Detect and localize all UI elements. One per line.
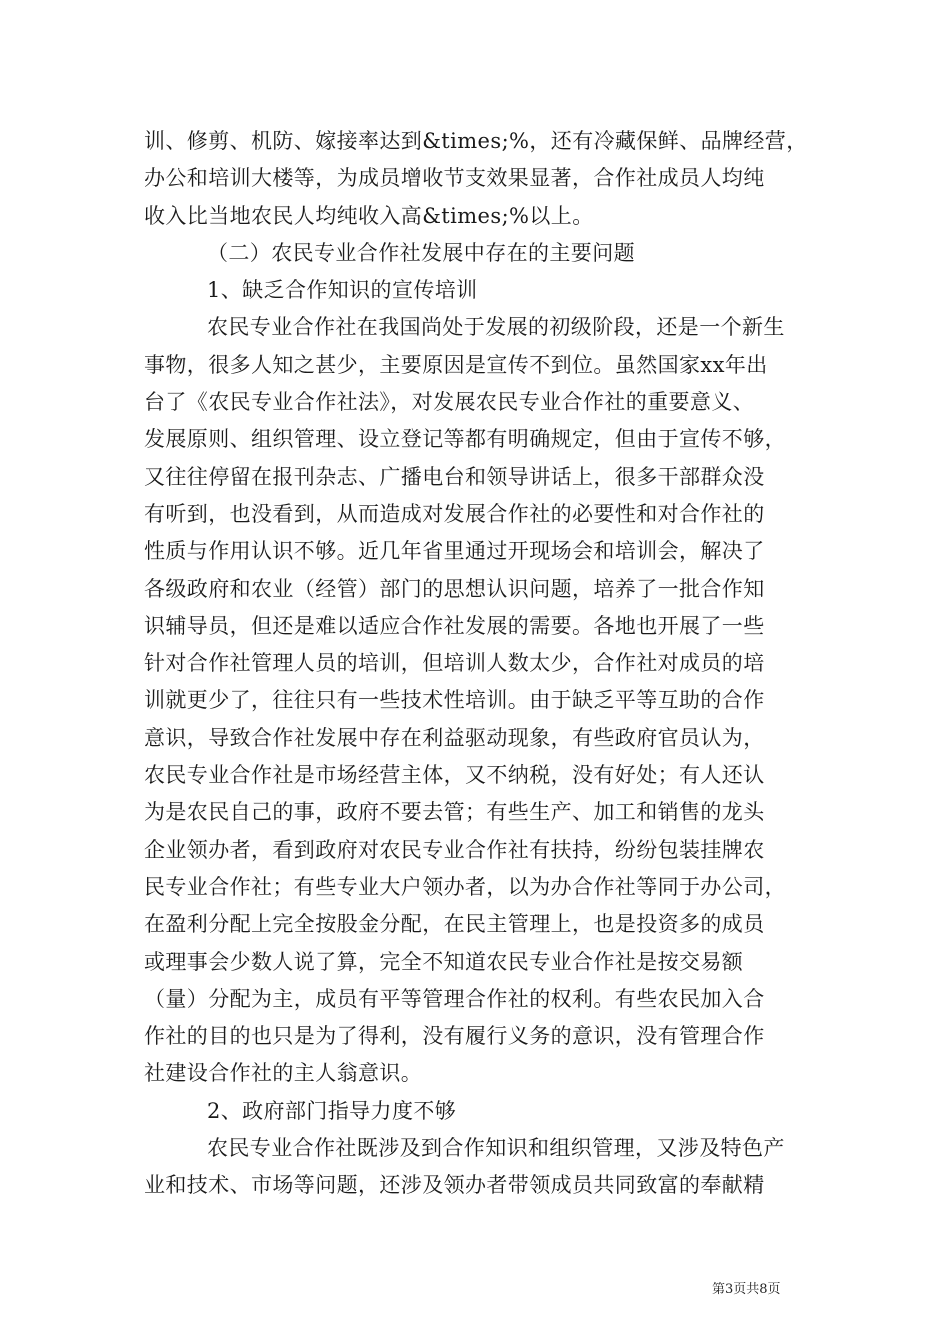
text-line: 事物，很多人知之甚少，主要原因是宣传不到位。虽然国家xx年出 <box>144 352 768 377</box>
body-text <box>144 123 806 1205</box>
text-line: 训就更少了，往往只有一些技术性培训。由于缺乏平等互助的合作 <box>144 688 765 713</box>
text-line: 收入比当地农民人均纯收入高&times;%以上。 <box>144 203 594 228</box>
text-line: 业和技术、市场等问题，还涉及领办者带领成员共同致富的奉献精 <box>144 1173 765 1198</box>
text-line: 有听到，也没看到，从而造成对发展合作社的必要性和对合作社的 <box>144 501 765 526</box>
text-line: 办公和培训大楼等，为成员增收节支效果显著，合作社成员人均纯 <box>144 166 765 191</box>
text-line: 社建设合作社的主人翁意识。 <box>144 1061 423 1086</box>
subsection-heading: 1、缺乏合作知识的宣传培训 <box>207 278 478 303</box>
text-line: 各级政府和农业（经管）部门的思想认识问题，培养了一批合作知 <box>144 576 765 601</box>
text-line: 识辅导员，但还是难以适应合作社发展的需要。各地也开展了一些 <box>144 613 765 638</box>
text-line: 发展原则、组织管理、设立登记等都有明确规定，但由于宣传不够， <box>144 427 786 452</box>
paragraph-start: 农民专业合作社在我国尚处于发展的初级阶段，还是一个新生 <box>207 315 785 340</box>
text-line: 台了《农民专业合作社法》，对发展农民专业合作社的重要意义、 <box>144 390 755 415</box>
text-line: （量）分配为主，成员有平等管理合作社的权利。有些农民加入合 <box>144 986 765 1011</box>
text-line: 或理事会少数人说了算，完全不知道农民专业合作社是按交易额 <box>144 949 744 974</box>
text-line: 农民专业合作社是市场经营主体，又不纳税，没有好处；有人还认 <box>144 763 765 788</box>
text-line: 又往往停留在报刊杂志、广播电台和领导讲话上，很多干部群众没 <box>144 464 765 489</box>
text-line: 为是农民自己的事，政府不要去管；有些生产、加工和销售的龙头 <box>144 800 765 825</box>
text-line: 作社的目的也只是为了得利，没有履行义务的意识，没有管理合作 <box>144 1024 765 1049</box>
text-line: 训、修剪、机防、嫁接率达到&times;%，还有冷藏保鲜、品牌经营， <box>144 129 808 153</box>
paragraph-start: 农民专业合作社既涉及到合作知识和组织管理，又涉及特色产 <box>207 1136 785 1161</box>
section-heading: （二）农民专业合作社发展中存在的主要问题 <box>207 240 635 265</box>
page-number: 第3页共8页 <box>712 1282 781 1297</box>
text-line: 针对合作社管理人员的培训，但培训人数太少，合作社对成员的培 <box>144 651 765 676</box>
text-line: 民专业合作社；有些专业大户领办者，以为办合作社等同于办公司， <box>144 874 786 899</box>
text-line: 意识，导致合作社发展中存在利益驱动现象，有些政府官员认为， <box>144 725 765 750</box>
text-line: 性质与作用认识不够。近几年省里通过开现场会和培训会，解决了 <box>144 539 765 564</box>
text-line: 企业领办者，看到政府对农民专业合作社有扶持，纷纷包装挂牌农 <box>144 837 765 862</box>
text-line: 在盈利分配上完全按股金分配，在民主管理上，也是投资多的成员 <box>144 912 765 937</box>
subsection-heading: 2、政府部门指导力度不够 <box>207 1098 457 1123</box>
